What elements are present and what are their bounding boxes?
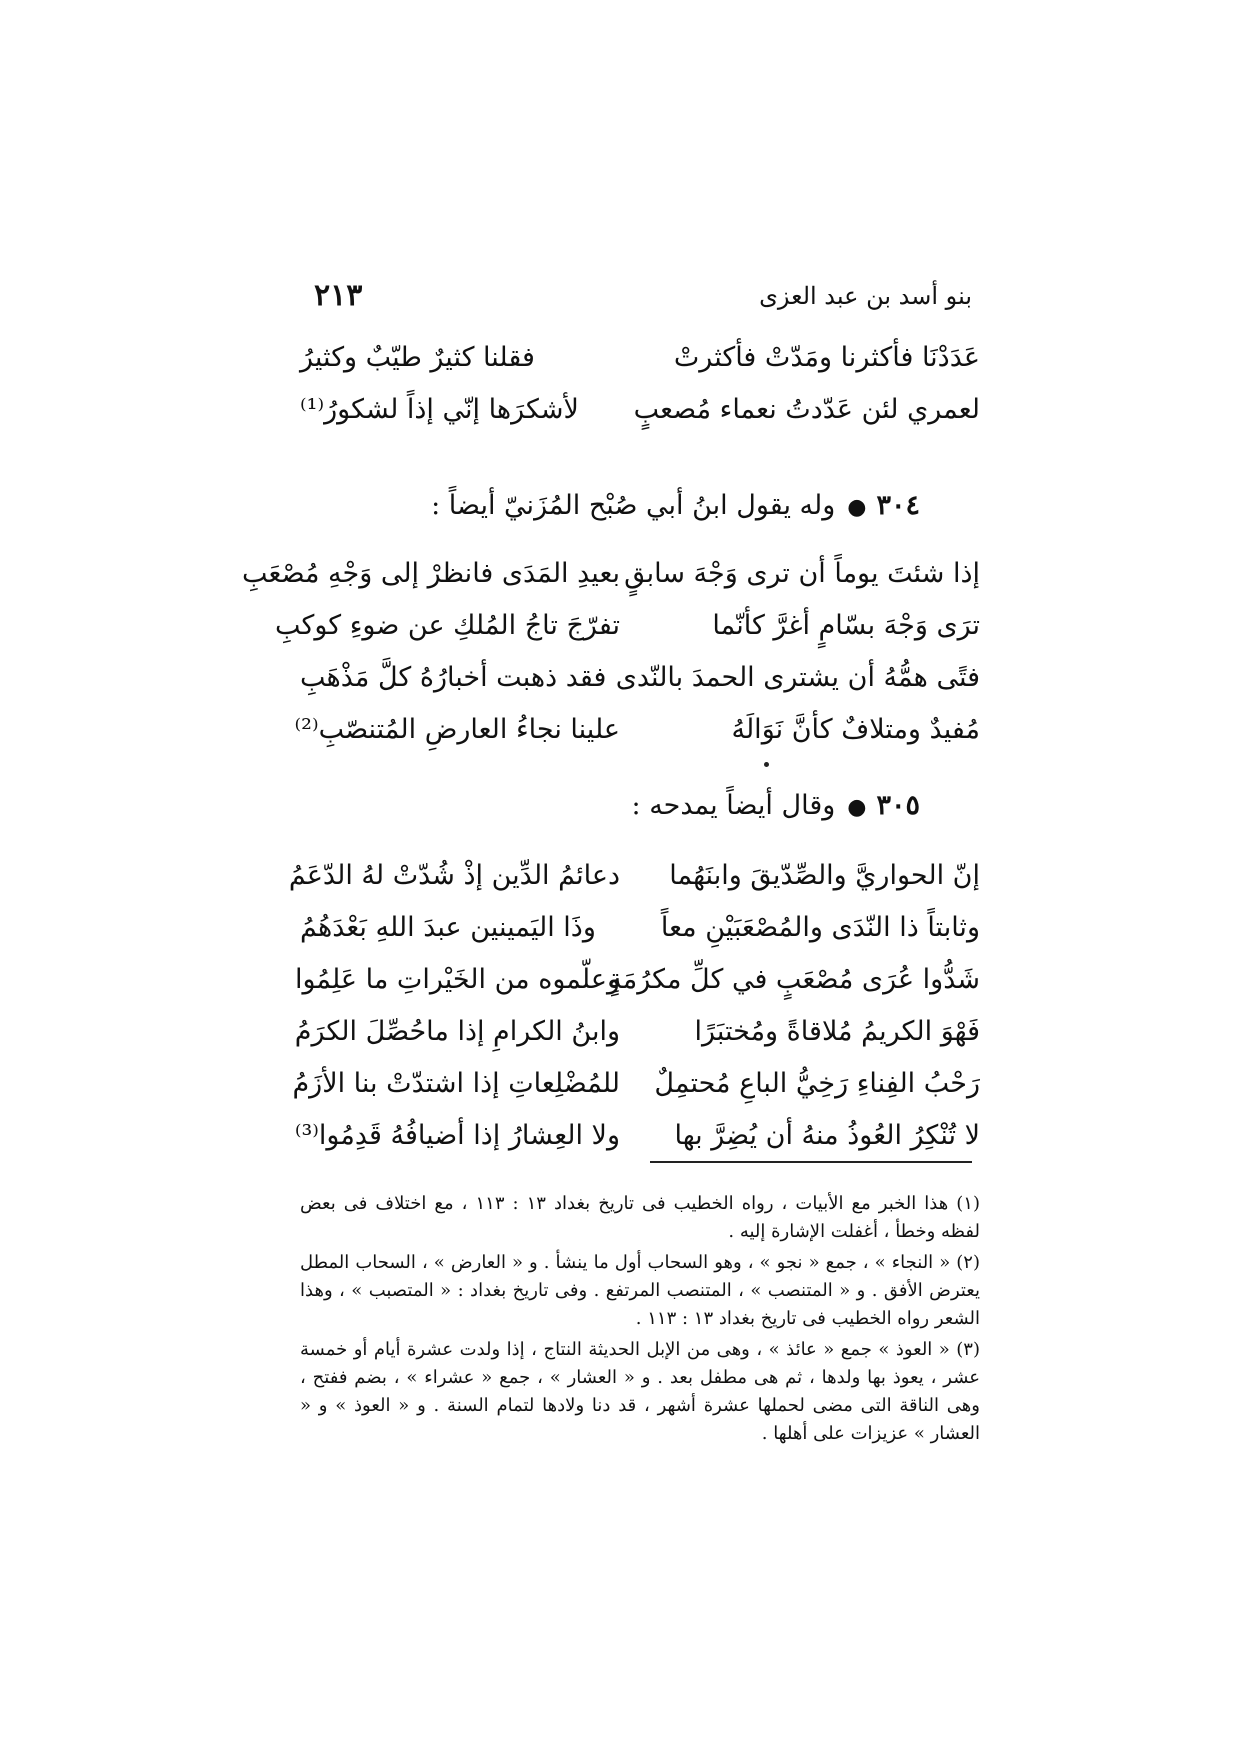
verse-line: [294, 704, 980, 756]
hemistich-second: دعائمُ الدِّين إذْ شُدّتْ لهُ الدّعَمُ: [288, 860, 620, 891]
hemistich-first: إذا شئتَ يوماً أن ترى وَجْهَ سابقٍ: [624, 558, 980, 589]
poem-number: ٣٠٤: [876, 490, 920, 521]
page-header: [300, 278, 980, 322]
hemistich-second: للمُضْلِعاتِ إذا اشتدّتْ بنا الأزَمُ: [292, 1068, 620, 1099]
verse-line: [300, 652, 980, 704]
hemistich-first: إنّ الحواريَّ والصِّدّيقَ وابنَهُما: [669, 860, 980, 891]
page-number: ٢١٣: [314, 278, 363, 313]
footnote-3: (٣) « العوذ » جمع « عائذ » ، وهى من الإبل الحديثة النتاج ، إذا ولدت عشرة أيام أو خمسة عشر ، يعوذ بها ولدها ، ثم هى مطفل بعد . و « العشار » ، جمع « عشراء » ، بضم ففتح ، وهى الناقة التى مضى لحملها عشرة أشهر ، قد دنا ولادها لتمام السنة . و « العوذ » و « العشار » عزيزات على أهلها .: [300, 1339, 980, 1444]
hemistich-second: لأشكرَها إنّي إذاً لشكورُ⁽¹⁾: [300, 394, 579, 425]
hemistich-first: لعمري لئن عَدّدتُ نعماء مُصعبٍ: [633, 394, 980, 425]
hemistich-second: وابنُ الكرامِ إذا ماحُصِّلَ الكرَمُ: [294, 1016, 620, 1047]
verse-line: [274, 600, 980, 652]
verse-line: [294, 1006, 980, 1058]
verse-line: [300, 384, 980, 436]
hemistich-first: فَهْوَ الكريمُ مُلاقاةً ومُختبَرًا: [694, 1016, 980, 1047]
verse-line: [300, 902, 980, 954]
verse-line: [294, 954, 980, 1006]
verse-line: [300, 332, 980, 384]
hemistich-second: علينا نجاءُ العارضِ المُتنصّبِ⁽²⁾: [294, 714, 620, 745]
poem-305-verses: [288, 850, 980, 1162]
verse-line: [288, 850, 980, 902]
verse-line: [242, 548, 980, 600]
hemistich-first: شَدُّوا عُرَى مُصْعَبٍ في كلِّ مكرُمَةٍ: [608, 964, 980, 995]
footnote-2: (٢) « النجاء » ، جمع « نجو » ، وهو السحاب أول ما ينشأ . و « العارض » ، السحاب المطل يعترض الأفق . و « المتنصب » ، المتنصب المرتفع . وفى تاريخ بغداد : « المتصبب » ، وهذا الشعر رواه الخطيب فى تاريخ بغداد ١٣ : ١١٣ .: [300, 1252, 980, 1329]
footnote-1: (١) هذا الخبر مع الأبيات ، رواه الخطيب فى تاريخ بغداد ١٣ : ١١٣ ، مع اختلاف فى بعض لفظه وخطأ ، أغفلت الإشارة إليه .: [300, 1193, 980, 1242]
hemistich-second: ولا العِشارُ إذا أضيافُهُ قَدِمُوا⁽³⁾: [294, 1120, 620, 1151]
bullet-icon: ●: [847, 495, 867, 520]
hemistich-first: مُفيدٌ ومتلافٌ كأنَّ نَوَالَهُ: [731, 714, 980, 745]
hemistich-first: لا تُنْكِرُ العُوذُ منهُ أن يُضِرَّ بها: [674, 1120, 980, 1151]
hemistich-first: فتًى همُّهُ أن يشترى الحمدَ بالنّدى: [615, 662, 980, 693]
verse-line: [294, 1110, 980, 1162]
poem-number: ٣٠٥: [876, 790, 920, 821]
hemistich-second: تفرّجَ تاجُ المُلكِ عن ضوءِ كوكبِ: [274, 610, 620, 641]
bullet-icon: ●: [847, 795, 867, 820]
hemistich-second: فقلنا كثيرٌ طيّبٌ وكثيرُ: [300, 342, 535, 373]
hemistich-first: عَدَدْنَا فأكثرنا ومَدّتْ فأكثرتْ: [673, 342, 980, 373]
verses-top: [300, 332, 980, 436]
footnote-separator: [650, 1161, 972, 1163]
hemistich-first: وثابتاً ذا النّدَى والمُصْعَبَيْنِ معاً: [660, 912, 980, 943]
verse-line: [292, 1058, 980, 1110]
hemistich-second: بعيدِ المَدَى فانظرْ إلى وَجْهِ مُصْعَبِ: [242, 558, 620, 589]
hemistich-second: وعلّموه من الخَيْراتِ ما عَلِمُوا: [294, 964, 620, 995]
poem-305-intro: [632, 790, 920, 821]
poem-304-intro: [431, 490, 920, 521]
intro-text: وله يقول ابنُ أبي صُبْح المُزَنيّ أيضاً :: [431, 490, 836, 521]
footnotes: [300, 1190, 980, 1451]
intro-text: وقال أيضاً يمدحه :: [631, 790, 836, 821]
hemistich-first: رَحْبُ الفِناءِ رَخِيُّ الباعِ مُحتمِلٌ: [654, 1068, 980, 1099]
running-title: بنو أسد بن عبد العزى: [759, 282, 972, 310]
ornament-dot: [764, 762, 769, 767]
hemistich-first: ترَى وَجْهَ بسّامٍ أغرَّ كأنّما: [712, 610, 980, 641]
poem-304-verses: [242, 548, 980, 756]
hemistich-second: فقد ذهبت أخبارُهُ كلَّ مَذْهَبِ: [300, 662, 607, 693]
hemistich-second: وذَا اليَمينين عبدَ اللهِ بَعْدَهُمُ: [300, 912, 596, 943]
